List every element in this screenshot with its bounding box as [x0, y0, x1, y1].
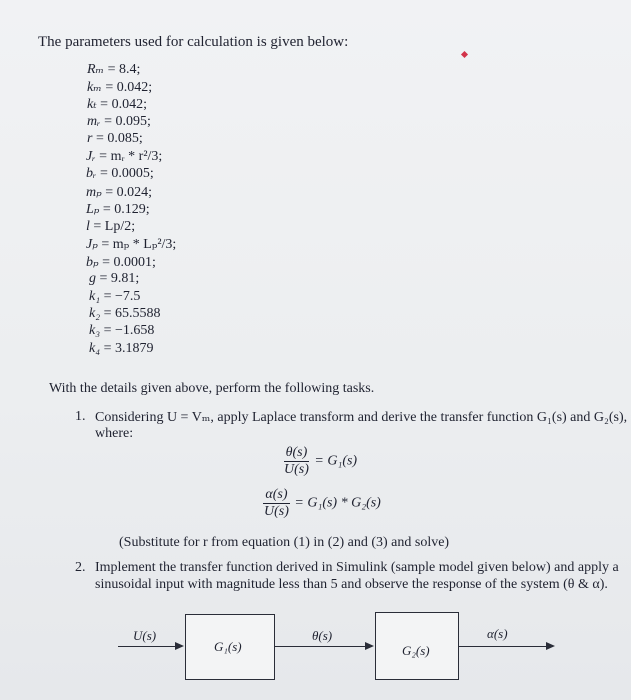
parameter-name: l — [86, 219, 90, 234]
parameter-name: Jᵣ — [86, 149, 96, 164]
parameter-value: = 0.024; — [105, 185, 153, 200]
parameter-name: k₁ — [89, 289, 101, 304]
parameter-name: kₜ — [87, 97, 97, 112]
equation-alpha — [262, 487, 381, 520]
middle-arrow — [274, 646, 372, 647]
parameter-row — [86, 166, 154, 182]
task-1-text: Considering U = Vₘ, apply Laplace transform and derive the transfer function G₁(s) and G₂(s), — [95, 410, 628, 425]
parameter-row — [89, 306, 161, 322]
alpha-label: α(s) — [487, 626, 508, 641]
parameter-value: = 3.1879 — [103, 341, 154, 356]
parameters-heading: The parameters used for calculation is given below: — [38, 34, 349, 50]
eq2-rhs: = G₁(s) * G₂(s) — [294, 495, 381, 511]
g2-label: G₂(s) — [402, 643, 430, 658]
parameter-name: bₚ — [86, 255, 99, 270]
parameter-value: = mₚ * Lₚ²/3; — [101, 237, 177, 252]
g1-label: G₁(s) — [214, 639, 242, 654]
eq1-rhs: = G₁(s) — [314, 453, 358, 469]
parameter-value: = 65.5588 — [103, 306, 161, 321]
parameter-value: = 0.095; — [104, 114, 151, 129]
parameter-value: = 0.042; — [105, 80, 153, 95]
parameter-row — [89, 341, 154, 357]
task-2-number: 2. — [75, 560, 86, 575]
parameter-name: k₃ — [89, 323, 101, 338]
parameter-row — [89, 289, 140, 305]
parameter-name: g — [89, 271, 96, 286]
task-2-text: Implement the transfer function derived in Simulink (sample model given below) and apply a — [95, 560, 619, 575]
input-arrow — [118, 646, 182, 647]
eq1-denominator: U(s) — [284, 462, 309, 477]
task-1-number: 1. — [75, 409, 86, 424]
parameter-value: = −7.5 — [103, 289, 141, 304]
task-2-text-line2: sinusoidal input with magnitude less than 5 and observe the response of the system (θ & α). — [95, 577, 608, 592]
parameter-row — [87, 96, 147, 113]
parameter-row — [86, 254, 156, 271]
parameter-name: kₘ — [87, 80, 102, 95]
parameter-row — [86, 236, 176, 253]
eq2-denominator: U(s) — [264, 504, 289, 519]
parameter-name: mₚ — [86, 185, 102, 200]
parameter-row — [86, 149, 162, 165]
parameter-name: Rₘ — [87, 62, 105, 77]
input-label: U(s) — [133, 628, 157, 643]
parameter-name: Lₚ — [86, 202, 100, 217]
output-arrow — [458, 646, 553, 647]
parameter-value: = Lp/2; — [93, 219, 136, 234]
parameter-name: k₂ — [89, 306, 101, 321]
parameter-row — [86, 184, 152, 201]
parameter-row — [89, 323, 154, 339]
parameter-name: r — [87, 131, 93, 146]
parameter-value: = 8.4; — [107, 62, 141, 77]
eq1-numerator: θ(s) — [285, 445, 308, 460]
parameter-row — [86, 201, 150, 218]
red-mark — [461, 51, 468, 58]
parameter-value: = 0.129; — [102, 202, 150, 217]
parameter-row — [87, 61, 140, 78]
parameter-value: = 9.81; — [99, 271, 140, 286]
parameter-value: = −1.658 — [103, 323, 155, 338]
parameter-value: = mᵣ * r²/3; — [99, 149, 163, 164]
parameter-value: = 0.0005; — [99, 166, 154, 181]
parameter-name: Jₚ — [86, 237, 98, 252]
eq2-numerator: α(s) — [265, 487, 288, 502]
parameter-row — [86, 219, 135, 235]
parameter-row — [87, 79, 152, 96]
parameter-value: = 0.042; — [100, 97, 147, 112]
parameter-value: = 0.085; — [95, 131, 143, 146]
parameter-row — [87, 114, 151, 130]
tasks-intro: With the details given above, perform the following tasks. — [49, 381, 375, 396]
parameter-row — [87, 131, 143, 147]
parameter-value: = 0.0001; — [102, 255, 156, 270]
parameter-row — [89, 271, 139, 287]
task-1-text-line2: where: — [95, 426, 134, 441]
substitute-note: (Substitute for r from equation (1) in (2) and (3) and solve) — [119, 535, 450, 550]
parameter-name: k₄ — [89, 341, 101, 356]
equation-theta — [282, 445, 357, 478]
parameter-name: bᵣ — [86, 166, 97, 181]
theta-label: θ(s) — [312, 628, 333, 643]
parameter-name: mᵣ — [87, 114, 101, 129]
